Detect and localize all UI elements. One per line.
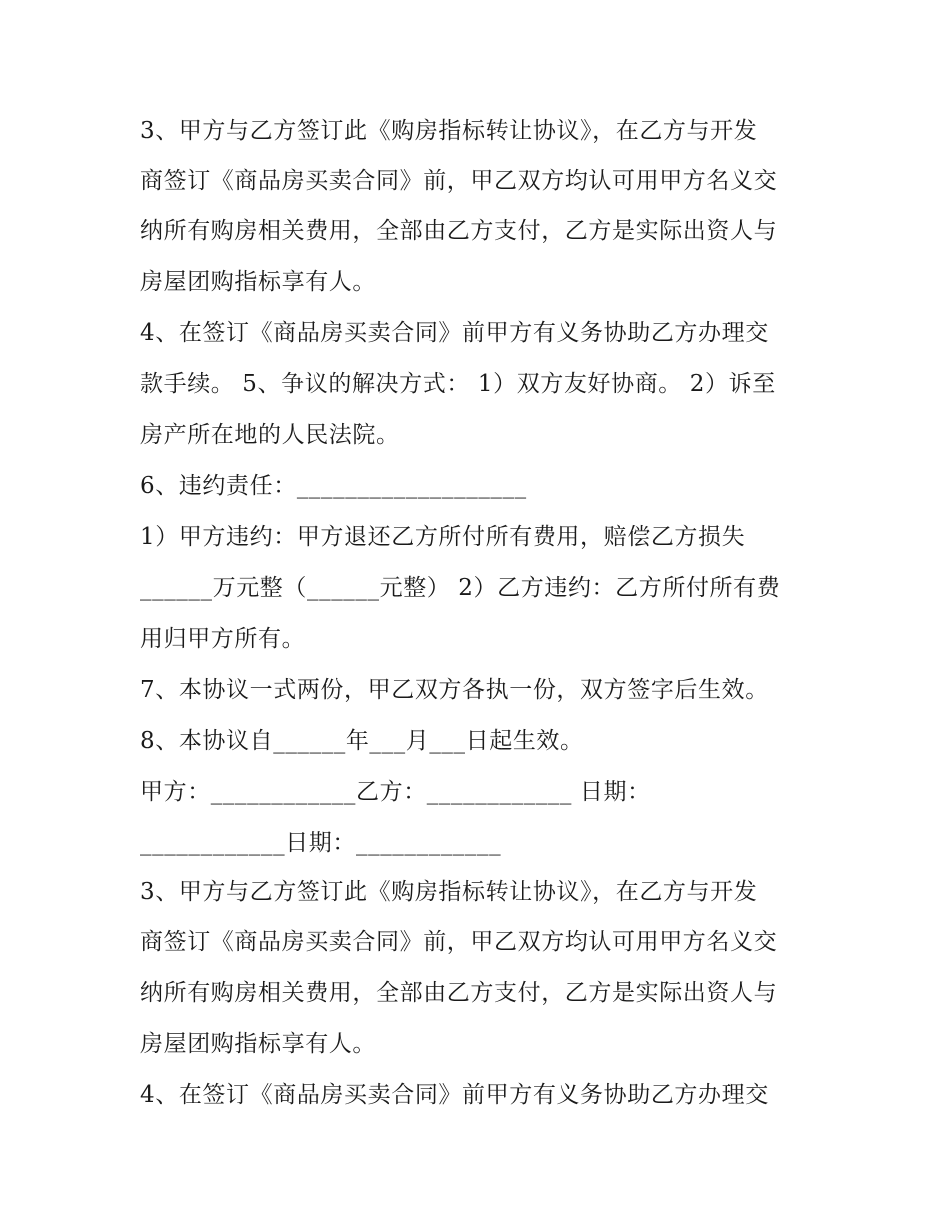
repeat-clause-3-line-1: 3、甲方与乙方签订此《购房指标转让协议》，在乙方与开发 [140,879,758,905]
clause-4-line-1: 4、在签订《商品房买卖合同》前甲方有义务协助乙方办理交 [140,320,769,346]
repeat-clause-3-line-2: 商签订《商品房买卖合同》前，甲乙双方均认可用甲方名义交 [140,929,778,955]
clause-6-item-2-line-2: 用归甲方所有。 [140,626,306,652]
signature-line-2: ____________日期：____________ [140,830,502,856]
clause-3-line-1: 3、甲方与乙方签订此《购房指标转让协议》，在乙方与开发 [140,118,758,144]
clause-6-item-1-2-line: ______万元整（______元整） 2）乙方违约：乙方所付所有费 [140,575,781,601]
clause-8-line: 8、本协议自______年___月___日起生效。 [140,728,584,754]
repeat-clause-3-line-4: 房屋团购指标享有人。 [140,1031,376,1057]
clause-6-item-1-line-1: 1）甲方违约：甲方退还乙方所付所有费用，赔偿乙方损失 [140,524,746,550]
clause-5-line-2: 房产所在地的人民法院。 [140,422,400,448]
clause-6-line: 6、违约责任：___________________ [140,473,527,499]
clause-7-line: 7、本协议一式两份，甲乙双方各执一份，双方签字后生效。 [140,677,769,703]
repeat-clause-3-line-3: 纳所有购房相关费用，全部由乙方支付，乙方是实际出资人与 [140,980,778,1006]
repeat-clause-4-line-1: 4、在签订《商品房买卖合同》前甲方有义务协助乙方办理交 [140,1082,769,1108]
clause-3-line-2: 商签订《商品房买卖合同》前，甲乙双方均认可用甲方名义交 [140,168,778,194]
clause-3-line-3: 纳所有购房相关费用，全部由乙方支付，乙方是实际出资人与 [140,218,778,244]
clause-4-5-line: 款手续。 5、争议的解决方式： 1）双方友好协商。 2）诉至 [140,371,776,397]
signature-line-1: 甲方：____________乙方：____________ 日期： [140,779,651,805]
clause-3-line-4: 房屋团购指标享有人。 [140,269,376,295]
